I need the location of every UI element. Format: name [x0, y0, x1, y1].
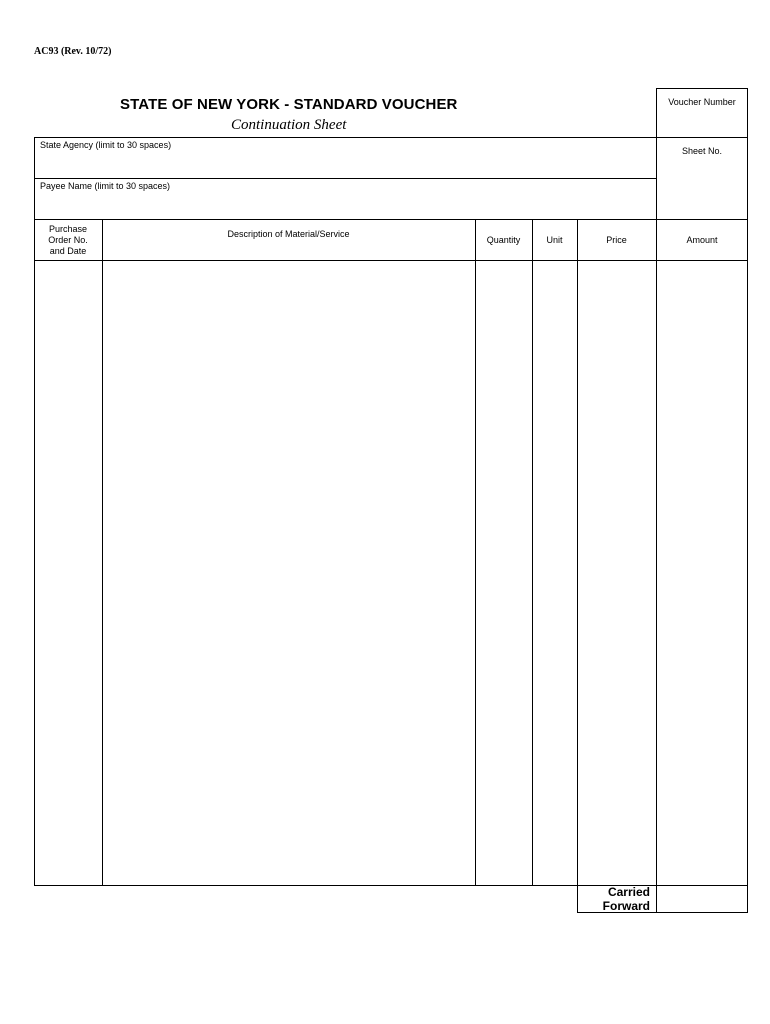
payee-name-label: Payee Name (limit to 30 spaces): [40, 181, 171, 191]
sheet-no-label: Sheet No.: [681, 146, 723, 156]
form-code: AC93 (Rev. 10/72): [34, 46, 112, 57]
carried-forward-line1: Carried: [607, 885, 650, 899]
carried-forward-label: [578, 885, 650, 913]
purchase-order-entry-cell[interactable]: [35, 261, 102, 885]
unit-entry-cell[interactable]: [533, 261, 577, 885]
voucher-divider: [656, 137, 748, 138]
form-subtitle: Continuation Sheet: [231, 117, 347, 133]
column-header-purchase-order: Purchase Order No. and Date: [48, 224, 88, 256]
state-agency-label: State Agency (limit to 30 spaces): [40, 140, 172, 150]
voucher-number-label: Voucher Number: [668, 97, 736, 107]
column-header-amount: Amount: [686, 235, 718, 245]
amount-entry-cell[interactable]: [657, 261, 747, 885]
column-header-quantity: Quantity: [486, 235, 521, 245]
column-header-price: Price: [606, 235, 627, 245]
carried-forward-amount-field[interactable]: [656, 885, 748, 913]
column-header-description: Description of Material/Service: [227, 229, 350, 239]
quantity-entry-cell[interactable]: [476, 261, 532, 885]
price-entry-cell[interactable]: [578, 261, 656, 885]
carried-forward-line2: Forward: [602, 899, 650, 913]
description-entry-cell[interactable]: [103, 261, 475, 885]
form-title: STATE OF NEW YORK - STANDARD VOUCHER: [120, 96, 458, 113]
column-header-unit: Unit: [546, 235, 563, 245]
